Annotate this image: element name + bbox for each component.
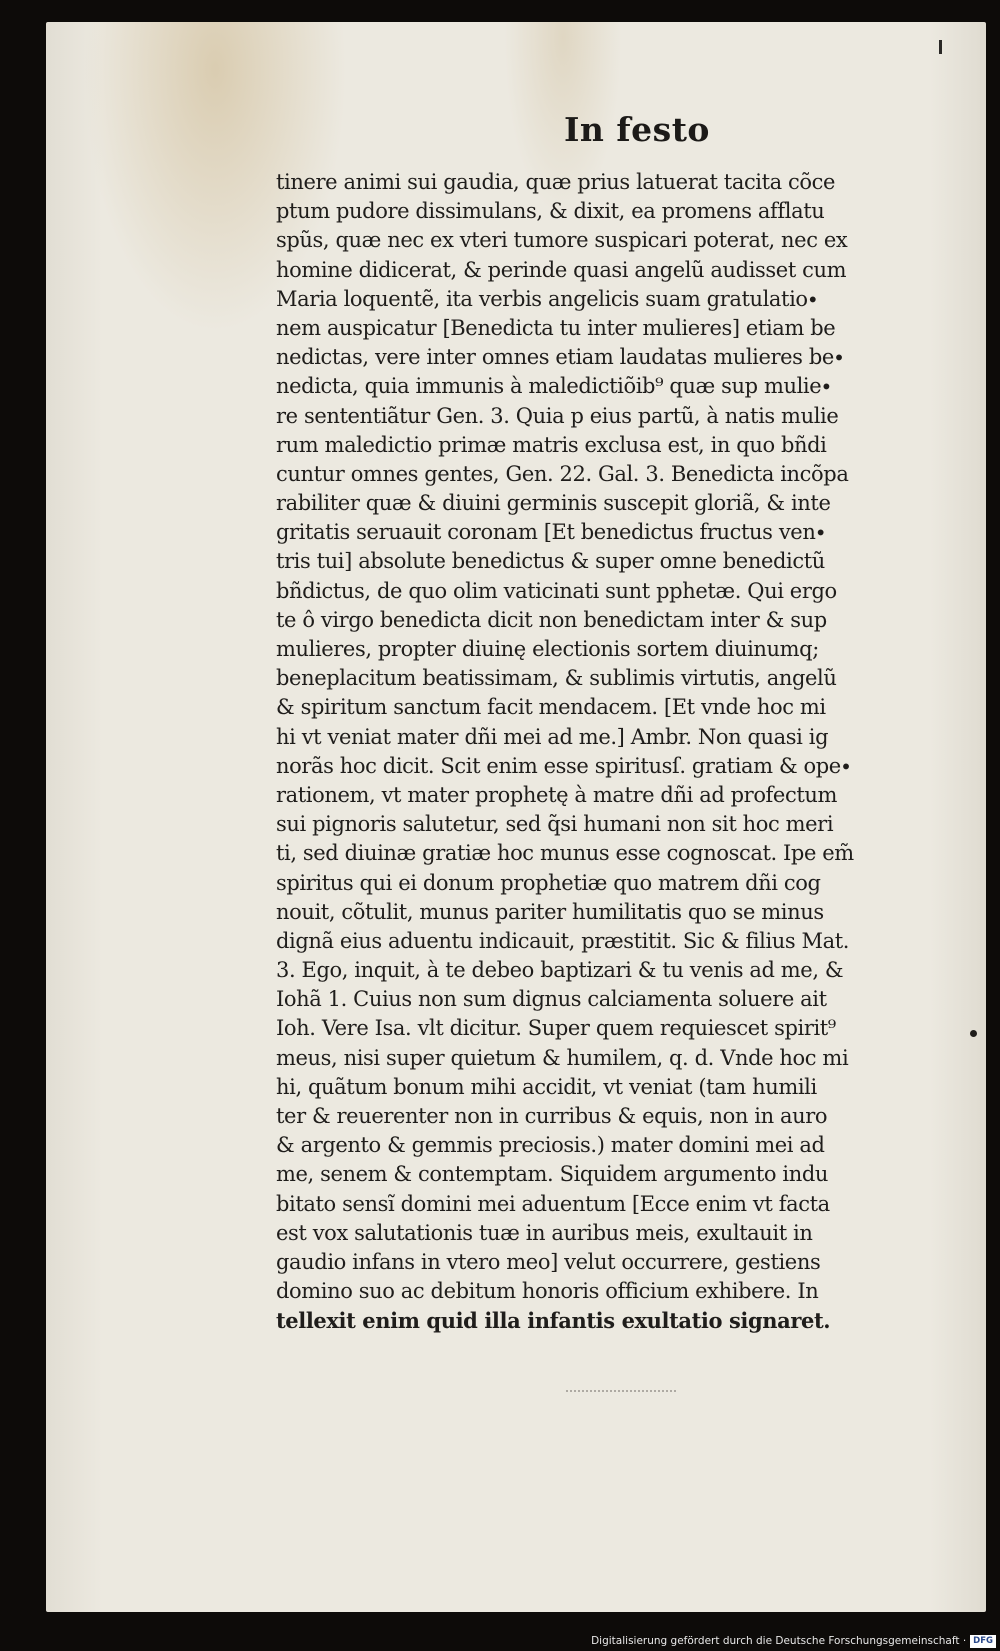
text-line: rum maledictio primæ matris exclusa est, in quo bñdi <box>276 432 827 457</box>
text-line: gritatis seruauit coronam [Et benedictus fructus ven∙ <box>276 520 826 545</box>
text-line: & spiritum sanctum facit mendacem. [Et vnde hoc mi <box>276 695 826 720</box>
text-line: tellexit enim quid illa infantis exultatio signaret. <box>276 1308 831 1334</box>
text-line: beneplacitum beatissimam, & sublimis virtutis, angelũ <box>276 666 837 691</box>
funding-credit: Digitalisierung gefördert durch die Deutsche Forschungsgemeinschaft · <box>591 1635 967 1647</box>
text-line: meus, nisi super quietum & humilem, q. d. Vnde hoc mi <box>276 1045 849 1070</box>
text-line: hi vt veniat mater dñi mei ad me.] Ambr. Non quasi ig <box>276 724 829 749</box>
text-line: spũs, quæ nec ex vteri tumore suspicari poterat, nec ex <box>276 228 848 253</box>
text-line: me, senem & contemptam. Siquidem argumento indu <box>276 1162 828 1187</box>
text-line: te ô virgo benedicta dicit non benedictam inter & sup <box>276 607 827 632</box>
text-line: bitato sensĩ domini mei aduentum [Ecce enim vt facta <box>276 1191 830 1216</box>
faint-ink-trace <box>566 1390 676 1396</box>
page-corner-mark <box>939 40 942 54</box>
text-line: norãs hoc dicit. Scit enim esse spiritusſ. gratiam & ope∙ <box>276 753 851 778</box>
text-line: hi, quãtum bonum mihi accidit, vt veniat (tam humili <box>276 1074 817 1099</box>
text-line: gaudio infans in vtero meo] velut occurrere, gestiens <box>276 1249 821 1274</box>
text-line: & argento & gemmis preciosis.) mater domini mei ad <box>276 1133 825 1158</box>
text-line: nedicta, quia immunis à maledictiõib⁹ quæ sup mulie∙ <box>276 374 832 399</box>
running-header: In festo <box>564 110 710 149</box>
text-line: mulieres, propter diuinę electionis sortem diuinumq; <box>276 637 819 661</box>
text-line: dignã eius aduentu indicauit, præstitit. Sic & filius Mat. <box>276 928 850 953</box>
text-line: spiritus qui ei donum prophetiæ quo matrem dñi cog <box>276 870 821 895</box>
text-line: Iohã 1. Cuius non sum dignus calciamenta soluere ait <box>276 987 827 1012</box>
text-line: homine didicerat, & perinde quasi angelũ audisset cum <box>276 257 847 282</box>
text-line: Maria loquentẽ, ita verbis angelicis suam gratulatio∙ <box>276 286 818 311</box>
text-line: rationem, vt mater prophetę à matre dñi ad profectum <box>276 782 837 807</box>
text-line: cuntur omnes gentes, Gen. 22. Gal. 3. Benedicta incõpa <box>276 461 849 486</box>
text-line: re sententiãtur Gen. 3. Quia p eius partũ, à natis mulie <box>276 403 839 428</box>
text-line: sui pignoris salutetur, sed q̃si humani non sit hoc meri <box>276 812 834 837</box>
text-line: domino suo ac debitum honoris officium exhibere. In <box>276 1279 819 1304</box>
text-line: 3. Ego, inquit, à te debeo baptizari & tu venis ad me, & <box>276 958 844 983</box>
book-page <box>46 22 986 1612</box>
text-line: est vox salutationis tuæ in auribus meis, exultauit in <box>276 1220 813 1245</box>
text-line: Ioh. Vere Isa. vlt dicitur. Super quem requiescet spirit⁹ <box>276 1016 836 1041</box>
text-line: tris tui] absolute benedictus & super omne benedictũ <box>276 549 825 574</box>
text-line: rabiliter quæ & diuini germinis suscepit gloriã, & inte <box>276 491 831 516</box>
dfg-logo: DFG <box>970 1635 996 1648</box>
text-line: ti, sed diuinæ gratiæ hoc munus esse cognoscat. Ipe em̃ <box>276 841 854 866</box>
margin-dot-mark <box>970 1030 977 1037</box>
text-line: nem auspicatur [Benedicta tu inter mulieres] etiam be <box>276 315 836 340</box>
body-text <box>276 168 954 1336</box>
text-line: bñdictus, de quo olim vaticinati sunt pphetæ. Qui ergo <box>276 578 837 603</box>
digitization-footer <box>591 1633 996 1649</box>
text-line: tinere animi sui gaudia, quæ prius latuerat tacita cõce <box>276 170 836 194</box>
text-line: nouit, cõtulit, munus pariter humilitatis quo se minus <box>276 899 824 924</box>
text-line: nedictas, vere inter omnes etiam laudatas mulieres be∙ <box>276 345 844 370</box>
text-line: ptum pudore dissimulans, & dixit, ea promens afflatu <box>276 199 825 224</box>
text-line: ter & reuerenter non in curribus & equis, non in auro <box>276 1104 828 1128</box>
